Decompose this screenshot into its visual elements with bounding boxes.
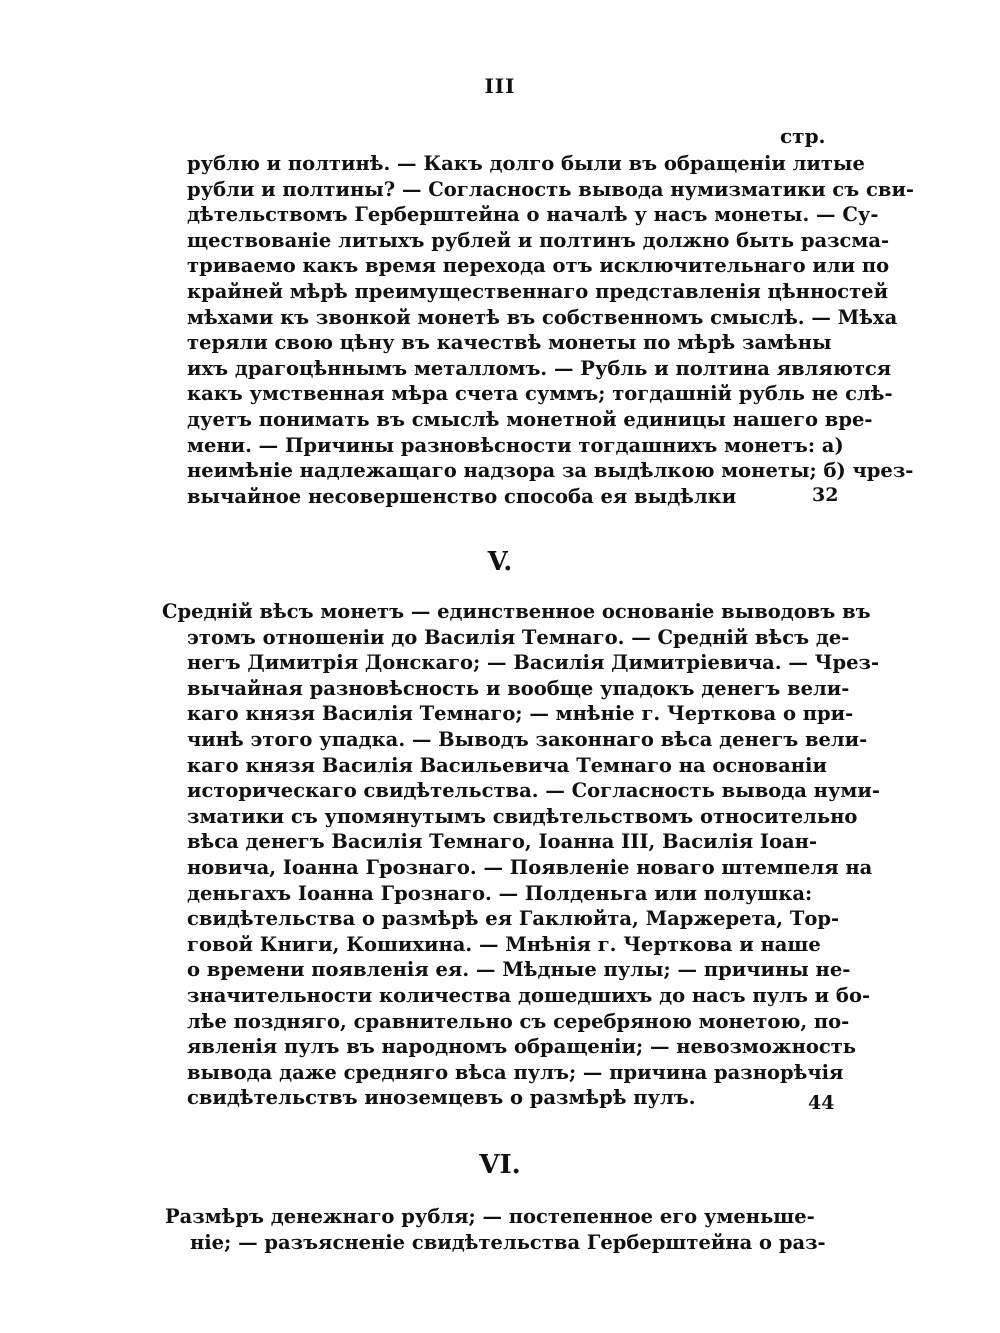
text-line: каго князя Василія Темнаго; — мнѣніе г. Черткова о при-: [187, 702, 854, 726]
text-line: о времени появленія ея. — Мѣдные пулы; — причины не-: [187, 958, 851, 982]
text-line: негъ Димитрія Донскаго; — Василія Димитріевича. — Чрез-: [187, 651, 880, 675]
section-heading-vi: VI.: [479, 1150, 521, 1180]
text-line: крайней мѣрѣ преимущественнаго представленія цѣнностей: [187, 279, 889, 303]
text-line: дѣтельствомъ Герберштейна о началѣ у насъ монеты. — Су-: [187, 203, 879, 227]
text-line: деньгахъ Іоанна Грознаго. — Полденьга или полушка:: [187, 881, 813, 905]
text-line: явленія пулъ въ народномъ обращеніи; — невозможность: [187, 1035, 857, 1059]
text-line: мени. — Причины разновѣсности тогдашнихъ монетъ: а): [187, 433, 844, 457]
text-line: вѣса денегъ Василія Темнаго, Іоанна III, Василія Іоан-: [187, 830, 818, 854]
text-line: ихъ драгоцѣннымъ металломъ. — Рубль и полтина являются: [187, 356, 892, 380]
text-line: вычайное несовершенство способа ея выдѣлки: [187, 484, 737, 508]
page-reference: 44: [808, 1092, 835, 1114]
text-line: говой Книги, Кошихина. — Мнѣнія г. Черткова и наше: [187, 932, 821, 956]
text-line: теряли свою цѣну въ качествѣ монеты по мѣрѣ замѣны: [187, 331, 832, 355]
text-line: триваемо какъ время перехода отъ исключительнаго или по: [187, 254, 890, 278]
page-reference: 32: [812, 484, 839, 506]
page-number: III: [484, 74, 516, 98]
page-column-label: стр.: [780, 124, 826, 148]
text-line: историческаго свидѣтельства. — Согласность вывода нуми-: [187, 779, 880, 803]
text-line: мѣхами къ звонкой монетѣ въ собственномъ смыслѣ. — Мѣха: [187, 305, 898, 329]
text-line: значительности количества дошедшихъ до насъ пулъ и бо-: [187, 983, 871, 1007]
section-vi-paragraph: [165, 1204, 826, 1255]
text-line: неимѣніе надлежащаго надзора за выдѣлкою монеты; б) чрез-: [187, 459, 914, 483]
text-line: вычайная разновѣсность и вообще упадокъ денегъ вели-: [187, 676, 850, 700]
text-line: Средній вѣсъ монетъ — единственное основаніе выводовъ въ: [162, 600, 871, 623]
text-line: этомъ отношеніи до Василія Темнаго. — Средній вѣсъ де-: [187, 625, 850, 649]
text-line: Размѣръ денежнаго рубля; — постепенное его уменьше-: [165, 1205, 815, 1228]
text-line: какъ умственная мѣра счета суммъ; тогдашній рубль не слѣ-: [187, 382, 893, 406]
text-line: свидѣтельства о размѣрѣ ея Гаклюйта, Маржерета, Тор-: [187, 907, 840, 931]
text-line: зматики съ упомянутымъ свидѣтельствомъ относительно: [187, 804, 858, 828]
text-line: дуетъ понимать въ смыслѣ монетной единицы нашего вре-: [187, 407, 873, 431]
text-line: рубли и полтины? — Согласность вывода нумизматики съ сви-: [187, 177, 914, 201]
text-line: чинѣ этого упадка. — Выводъ законнаго вѣса денегъ вели-: [187, 727, 868, 751]
text-line: лѣе поздняго, сравнительно съ серебряною монетою, по-: [187, 1009, 850, 1033]
text-line: свидѣтельствъ иноземцевъ о размѣрѣ пулъ.: [187, 1086, 696, 1110]
text-line: рублю и полтинѣ. — Какъ долго были въ обращеніи литые: [187, 152, 865, 175]
text-line: каго князя Василія Васильевича Темнаго на основаніи: [187, 753, 827, 777]
text-line: новича, Іоанна Грознаго. — Появленіе новаго штемпеля на: [187, 855, 873, 879]
text-line: ществованіе литыхъ рублей и полтинъ должно быть разсма-: [187, 228, 890, 252]
text-line: ніе; — разъясненіе свидѣтельства Герберштейна о раз-: [190, 1230, 826, 1254]
text-line: вывода даже средняго вѣса пулъ; — причина разнорѣчія: [187, 1060, 844, 1084]
section-heading-v: V.: [487, 547, 513, 577]
